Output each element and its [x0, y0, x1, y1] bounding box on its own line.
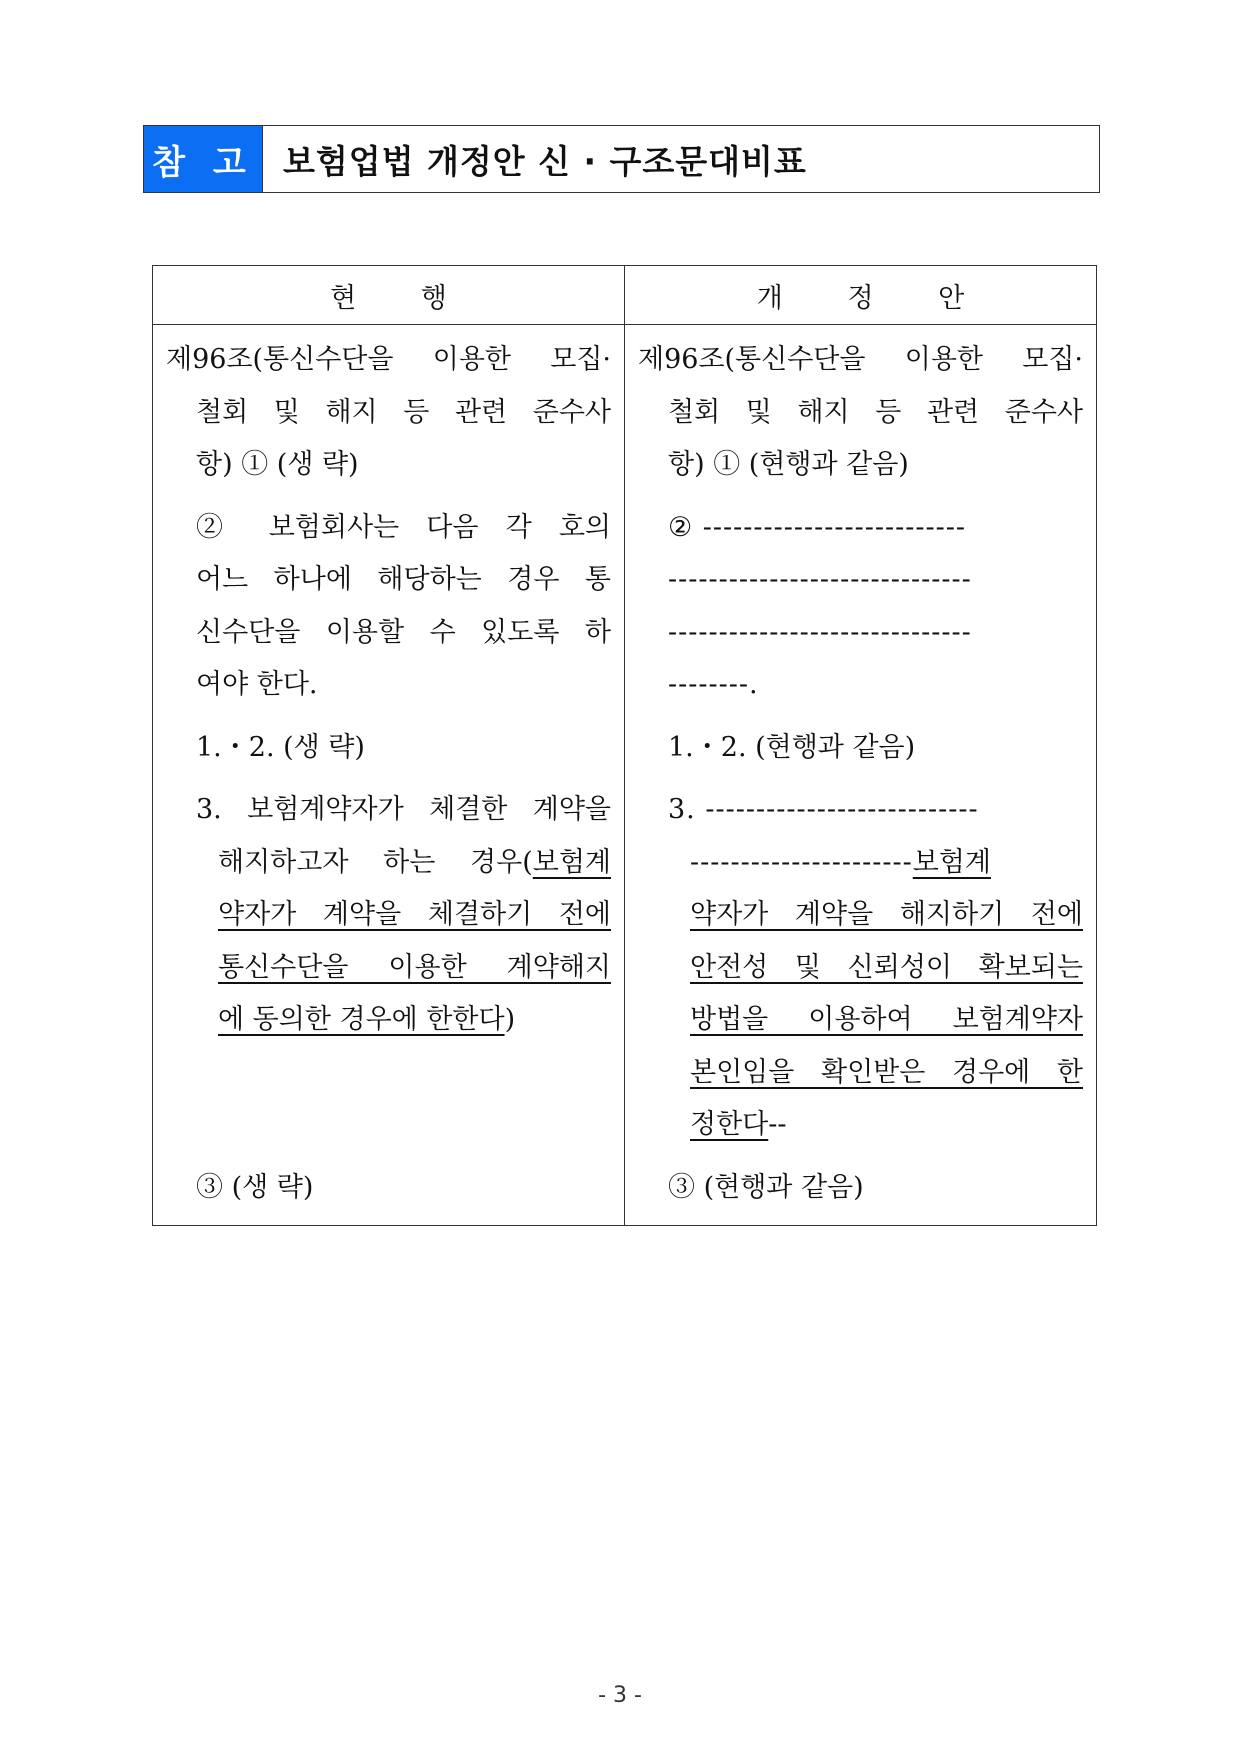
item3-line: ----------------------보험계	[690, 846, 991, 878]
current-law-cell	[153, 325, 625, 1226]
item3-line: 정한다--	[690, 1109, 787, 1140]
article-heading-line: 항) ① (현행과 같음)	[668, 449, 909, 480]
article-heading-line: 철회 및 해지 등 관련 준수사	[196, 396, 611, 428]
item3-line: 약자가 계약을 체결하기 전에	[218, 899, 611, 930]
dash-line: --------.	[668, 669, 759, 700]
revised-law-cell	[625, 325, 1097, 1226]
page-number: - 3 -	[598, 1683, 642, 1708]
title-box	[143, 125, 1100, 193]
dash-line: ------------------------------	[668, 616, 972, 648]
item3-line: 방법을 이용하여 보험계약자	[690, 1004, 1083, 1035]
item3-line: 에 동의한 경우에 한한다)	[218, 1004, 516, 1035]
page-title: 보험업법 개정안 신 · 구조문대비표	[283, 141, 807, 181]
paragraph-line: 어느 하나에 해당하는 경우 통	[196, 564, 611, 595]
table-body-row	[153, 325, 1097, 1226]
table-header-row	[153, 266, 1097, 325]
item3-line: 안전성 및 신뢰성이 확보되는	[690, 951, 1083, 983]
comparison-table	[152, 265, 1097, 1226]
header-current: 현 행	[153, 266, 625, 325]
dash-line: ② --------------------------	[668, 511, 966, 543]
article-heading-line: 제96조(통신수단을 이용한 모집·	[638, 344, 1083, 375]
item3-line: 약자가 계약을 해지하기 전에	[690, 899, 1083, 930]
item3-line: 3. 보험계약자가 체결한 계약을	[196, 794, 611, 825]
item3-line: 해지하고자 하는 경우(보험계	[218, 846, 611, 878]
reference-badge: 참 고	[144, 126, 263, 192]
paragraph-line: 여야 한다.	[196, 669, 318, 700]
paragraph-3: ③ (생 략)	[196, 1171, 314, 1203]
item3-line: 본인임을 확인받은 경우에 한	[690, 1056, 1083, 1088]
paragraph-line: ② 보험회사는 다음 각 호의	[196, 511, 611, 543]
items-1-2: 1.・2. (현행과 같음)	[668, 731, 916, 763]
item3-line: 3. ---------------------------	[668, 794, 979, 825]
paragraph-3: ③ (현행과 같음)	[668, 1171, 864, 1203]
article-heading-line: 항) ① (생 략)	[196, 449, 359, 480]
header-revised: 개 정 안	[625, 266, 1097, 325]
items-1-2: 1.・2. (생 략)	[196, 731, 365, 763]
article-heading-line: 제96조(통신수단을 이용한 모집·	[166, 344, 611, 375]
dash-line: ------------------------------	[668, 564, 972, 595]
item3-line: 통신수단을 이용한 계약해지	[218, 951, 611, 983]
article-heading-line: 철회 및 해지 등 관련 준수사	[668, 396, 1083, 428]
paragraph-line: 신수단을 이용할 수 있도록 하	[196, 616, 611, 648]
